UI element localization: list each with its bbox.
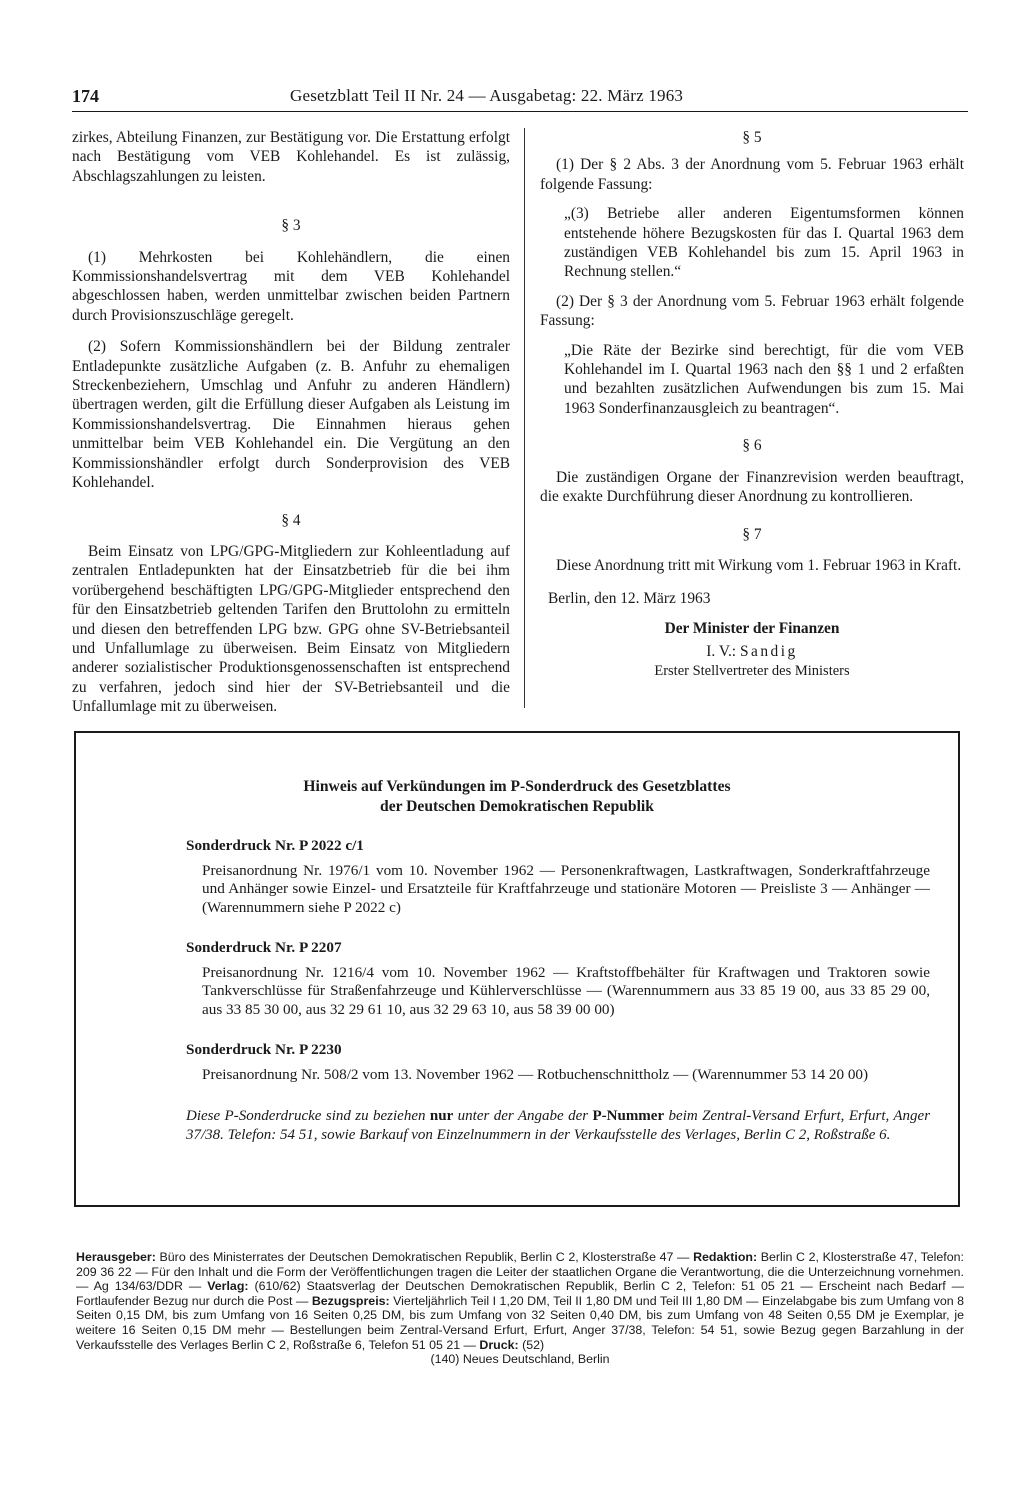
- section-5-paragraph-2: (2) Der § 3 der Anordnung vom 5. Februar 1963 erhält folgende Fassung:: [540, 292, 964, 330]
- imprint-body: [76, 1250, 964, 1352]
- notice-footer: [186, 1107, 930, 1144]
- page-number: 174: [72, 86, 99, 106]
- section-3-paragraph-2: (2) Sofern Kommissionshändlern bei der Bildung zentraler Entladepunkte zusätzliche Aufgaben (z. B. Anfuhr zu ehemaligen Streckenbeziehern, Umschlag und Anfuhr zu anderen Händlern) übertragen werden, gilt die Erfüllung dieser Aufgaben als Leistung im Kommissionshandelsvertrag. Die Einnahmen hieraus gehen unmittelbar beim VEB Kohlehandel ein. Die Vergütung an den Kommissionshändler erfolgt durch Sonderprovision des VEB Kohlehandel.: [72, 338, 510, 492]
- notice-footer-bold-2: P-Nummer: [592, 1108, 665, 1124]
- imprint: [76, 1250, 964, 1367]
- signatory-name: Sandig: [739, 643, 798, 661]
- left-column: [72, 128, 510, 717]
- notice-title-line-2: der Deutschen Demokratischen Republik: [380, 798, 654, 815]
- section-3-heading: § 3: [281, 217, 301, 235]
- signature-date: Berlin, den 12. März 1963: [548, 590, 711, 608]
- imprint-label-price: Bezugspreis:: [311, 1293, 390, 1308]
- section-5-paragraph-1: (1) Der § 2 Abs. 3 der Anordnung vom 5. Februar 1963 erhält folgende Fassung:: [540, 156, 964, 193]
- sonderdruck-entry: [186, 837, 930, 917]
- sonderdruck-text: Preisanordnung Nr. 1976/1 vom 10. November 1962 — Personenkraftwagen, Lastkraftwagen, Sonderkraftfahrzeuge und Anhänger sowie Einzel- und Ersatzteile für Kraftfahrzeuge und stationäre Motoren — Preisliste 3 — Anhänger — (Warennummern siehe P 2022 c): [202, 861, 930, 916]
- notice-footer-bold-1: nur: [429, 1108, 454, 1124]
- imprint-label-publisher: Herausgeber:: [76, 1250, 156, 1264]
- sonderdruck-heading: Sonderdruck Nr. P 2022 c/1: [186, 837, 364, 854]
- section-5-quote-2: „Die Räte der Bezirke sind berechtigt, für die vom VEB Kohlehandel im I. Quartal 1963 nach den §§ 1 und 2 erfaßten und bezahlten zusätzlichen Aufwendungen bis zum 15. Mai 1963 Sonderfinanzausgleich zu beantragen“.: [564, 341, 964, 417]
- header-rule: [72, 111, 968, 112]
- sonderdruck-entry: [186, 939, 930, 1019]
- imprint-label-print: Druck:: [479, 1337, 519, 1352]
- column-divider: [524, 128, 525, 708]
- imprint-label-publishing-house: Verlag:: [207, 1279, 249, 1294]
- imprint-editorial: Berlin C 2, Klosterstraße 47, Telefon: 209 36 22 — Für den Inhalt und die Form der Veröffentlichungen tragen die Leiter der staatlichen Organe die Verantwortung, die die Unterzeichnung vornehmen. — Ag 134/63/DDR —: [76, 1250, 964, 1294]
- section-5-heading: § 5: [742, 129, 762, 146]
- imprint-price: Vierteljährlich Teil I 1,20 DM, Teil II 1,80 DM und Teil III 1,80 DM — Einzelabgabe bis zum Umfang von 8 Seiten 0,15 DM, bis zum Umfang von 16 Seiten 0,25 DM, bis zum Umfang von 32 Seiten 0,40 DM, bis zum Umfang von 48 Seiten 0,55 DM je Exemplar, je weitere 16 Seiten 0,15 DM mehr — Bestellungen beim Zentral-Versand Erfurt, Erfurt, Anger 37/38, Telefon: 54 51, sowie Bezug gegen Barzahlung in der Verkaufsstelle des Verlages Berlin C 2, Roßstraße 6, Telefon 51 05 21 —: [76, 1293, 964, 1352]
- deputy-title: Erster Stellvertreter des Ministers: [654, 662, 850, 679]
- minister-title: Der Minister der Finanzen: [664, 619, 840, 637]
- continuation-paragraph: zirkes, Abteilung Finanzen, zur Bestätigung vor. Die Erstattung erfolgt nach Bestätigung vom VEB Kohlehandel. Es ist zulässig, Abschlagszahlungen zu leisten.: [72, 129, 510, 185]
- notice-title: [76, 777, 958, 817]
- section-6-heading: § 6: [742, 437, 762, 455]
- imprint-publishing-house: (610/62) Staatsverlag der Deutschen Demokratischen Republik, Berlin C 2, Telefon: 51 05 21 — Erscheint nach Bedarf — Fortlaufender Bezug nur durch die Post —: [76, 1279, 964, 1308]
- imprint-label-editorial: Redaktion:: [693, 1250, 758, 1264]
- sonderdruck-text: Preisanordnung Nr. 1216/4 vom 10. November 1962 — Kraftstoffbehälter für Kraftwagen und Traktoren sowie Tankverschlüsse für Straßenfahrzeuge und Kühlerverschlüsse — (Warennummern aus 33 85 19 00, aus 33 85 29 00, aus 33 85 30 00, aus 32 29 61 10, aus 32 29 63 10, aus 58 39 00 00): [202, 963, 930, 1018]
- sonderdruck-entry: [186, 1041, 930, 1084]
- notice-footer-part-3: beim Zentral-Versand Erfurt, Erfurt, Anger 37/38. Telefon: 54 51, sowie Barkauf von Einzelnummern in der Verkaufsstelle des Verlages, Berlin C 2, Roßstraße 6.: [186, 1108, 931, 1143]
- section-5-quote-1: „(3) Betriebe aller anderen Eigentumsformen können entstehende höhere Bezugskosten für das I. Quartal 1963 dem zuständigen VEB Kohlehandel bis zum 15. April 1963 in Rechnung stellen.“: [564, 205, 964, 281]
- imprint-last-line: (140) Neues Deutschland, Berlin: [430, 1352, 610, 1367]
- section-7-heading: § 7: [742, 525, 762, 543]
- notice-footer-part-1: Diese P-Sonderdrucke sind zu beziehen: [186, 1108, 426, 1124]
- signatory-prefix: I. V.:: [706, 643, 737, 661]
- notice-title-line-1: Hinweis auf Verkündungen im P-Sonderdruck des Gesetzblattes: [303, 778, 731, 795]
- notice-footer-part-2: unter der Angabe der: [457, 1108, 589, 1124]
- running-head: Gesetzblatt Teil II Nr. 24 — Ausgabetag: 22. März 1963: [290, 86, 684, 105]
- sonderdruck-heading: Sonderdruck Nr. P 2207: [186, 939, 342, 956]
- imprint-publisher: Büro des Ministerrates der Deutschen Demokratischen Republik, Berlin C 2, Klosterstraße 47 —: [159, 1250, 690, 1264]
- section-3-paragraph-1: (1) Mehrkosten bei Kohlehändlern, die einen Kommissionshandelsvertrag mit dem VEB Kohlehandel abgeschlossen haben, werden unmittelbar zwischen beiden Partnern durch Provisionszuschläge geregelt.: [72, 248, 510, 324]
- imprint-print: (52): [522, 1337, 545, 1352]
- notice-box: [74, 731, 960, 1207]
- section-4-paragraph-1: Beim Einsatz von LPG/GPG-Mitgliedern zur Kohleentladung auf zentralen Entladepunkten hat der Einsatzbetrieb für die bei ihm vorübergehend beschäftigten LPG/GPG-Mitglieder entsprechend den für den Einsatzbetrieb geltenden Tarifen den Bruttolohn zu ermitteln und diesen den betreffenden LPG bzw. GPG ohne SV-Betriebsanteil und Unfallumlage zu überweisen. Beim Einsatz von Mitgliedern anderer sozialistischer Produktionsgenossenschaften ist entsprechend zu verfahren, jedoch sind hier der SV-Betriebsanteil und die Unfallumlage mit zu überweisen.: [72, 542, 510, 716]
- sonderdruck-text: Preisanordnung Nr. 508/2 vom 13. November 1962 — Rotbuchenschnittholz — (Warennummer 53 14 20 00): [202, 1065, 869, 1083]
- signatory-line: [540, 642, 964, 661]
- right-column: [540, 128, 964, 681]
- section-4-heading: § 4: [281, 511, 301, 529]
- section-7-paragraph-1: Diese Anordnung tritt mit Wirkung vom 1. Februar 1963 in Kraft.: [556, 556, 962, 574]
- section-6-paragraph-1: Die zuständigen Organe der Finanzrevision werden beauftragt, die exakte Durchführung dieser Anordnung zu kontrollieren.: [540, 468, 964, 506]
- sonderdruck-heading: Sonderdruck Nr. P 2230: [186, 1041, 342, 1058]
